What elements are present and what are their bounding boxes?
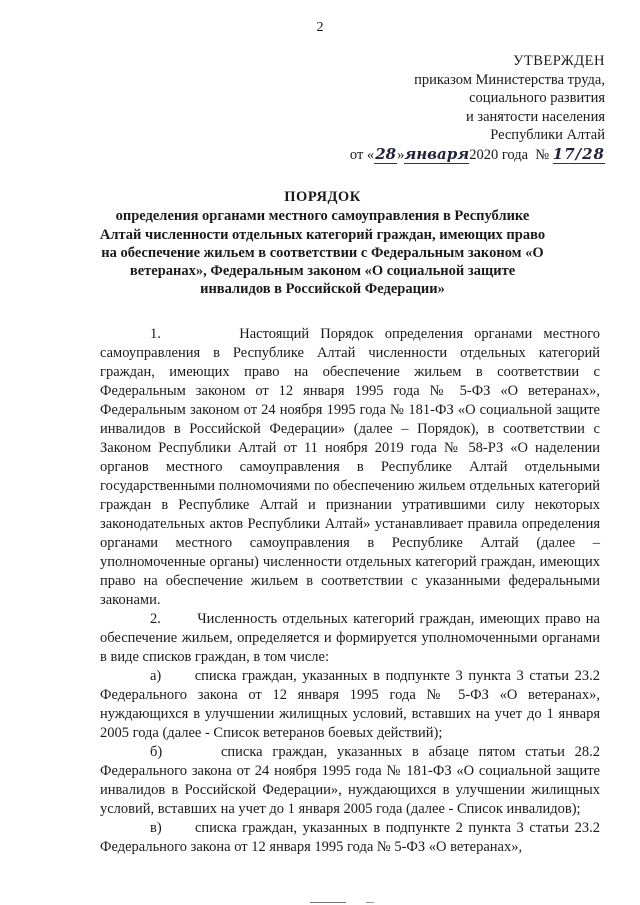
order-year: 2020 года (469, 146, 529, 163)
approval-block (350, 52, 605, 164)
document-heading (95, 188, 550, 299)
approval-title: УТВЕРЖДЕН (513, 53, 605, 69)
approval-line-1: приказом Министерства труда, (414, 71, 605, 88)
approval-line-3: и занятости населения (466, 108, 605, 125)
document-subtitle: определения органами местного самоуправления в Республике Алтай численности отдельных категорий граждан, имеющих право на обеспечение жильем в соответствии с Федеральным законом «О ветеранах», Федеральным законом «О социальной защите инвалидов в Российской Федерации» (99, 208, 546, 298)
document-body (100, 325, 600, 857)
order-number-handwritten: 17/28 (552, 144, 605, 163)
footer-mark-line (310, 902, 346, 903)
paragraph-2b: б) списка граждан, указанных в абзаце пятом статьи 28.2 Федерального закона от 24 ноября 1995 года № 181-ФЗ «О социальной защите инвалидов в Российской Федерации», нуждающихся в улучшении жилищных условий, вставших на учет до 1 января 2005 года (далее - Список инвалидов); (100, 744, 600, 817)
page-number: 2 (316, 20, 324, 35)
order-day-handwritten: 28 (375, 144, 397, 163)
order-prefix: от « (349, 146, 375, 163)
approval-line-4: Республики Алтай (490, 127, 605, 143)
order-mid: » (397, 146, 405, 163)
document-title: ПОРЯДОК (284, 189, 361, 205)
paragraph-2: 2. Численность отдельных категорий граждан, имеющих право на обеспечение жильем, определяется и формируется уполномоченными органами в виде списков граждан, в том числе: (100, 611, 600, 665)
order-number-label: № (535, 146, 550, 163)
order-date-line (350, 145, 605, 165)
footer-mark-dash (366, 902, 374, 903)
paragraph-2c: в) списка граждан, указанных в подпункте 2 пункта 3 статьи 23.2 Федерального закона от 12 января 1995 года № 5-ФЗ «О ветеранах», (100, 820, 600, 855)
paragraph-2a: а) списка граждан, указанных в подпункте 3 пункта 3 статьи 23.2 Федерального закона от 12 января 1995 года № 5-ФЗ «О ветеранах», нуждающихся в улучшении жилищных условий, вставших на учет до 1 января 2005 года (далее - Список ветеранов боевых действий); (100, 668, 600, 741)
paragraph-1: 1. Настоящий Порядок определения органами местного самоуправления в Республике Алтай численности отдельных категорий граждан, имеющих право на обеспечение жильем в соответствии с Федеральным законом от 12 января 1995 года № 5-ФЗ «О ветеранах», Федеральным законом от 24 ноября 1995 года № 181-ФЗ «О социальной защите инвалидов в Российской Федерации» (далее – Порядок), в соответствии с Законом Республики Алтай от 11 ноября 2019 года № 58-РЗ «О наделении органов местного самоуправления в Республике Алтай отдельными государственными полномочиями по обеспечению жильем отдельных категорий граждан в Республике Алтай и признании утратившими силу некоторых законодательных актов Республики Алтай» устанавливает правила определения органами местного самоуправления в Республике Алтай (далее – уполномоченные органы) численности отдельных категорий граждан, имеющих право на обеспечение жильем в соответствии с указанными федеральными законами. (100, 326, 600, 608)
approval-line-2: социального развития (469, 90, 605, 106)
order-month-handwritten: января (404, 144, 470, 163)
